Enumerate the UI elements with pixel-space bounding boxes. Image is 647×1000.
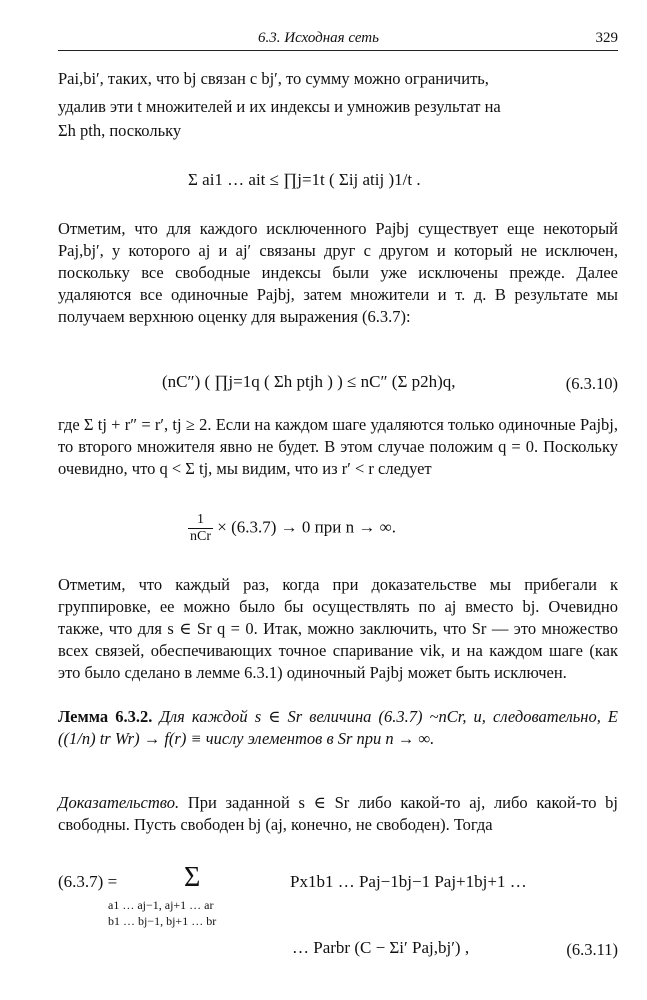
equation-terms: Px1b1 … Paj−1bj−1 Paj+1bj+1 … <box>290 872 527 891</box>
equation-6-3-10: (nC″) ( ∏j=1q ( Σh ptjh ) ) ≤ nC″ (Σ p2h)q, <box>162 372 456 391</box>
equation-rest: × (6.3.7) → 0 при n → ∞. <box>217 517 396 537</box>
paragraph: Отметим, что каждый раз, когда при доказательстве мы прибегали к группировке, ее можно было бы осуществлять по aj вместо bj. Очевидно также, что для s ∈ Sr q = 0. Итак, можно заключить, что Sr — это множество всех связей, обеспечивающих точное спаривание vik, и на каждом шаге (как это было сделано в лемме 6.3.1) одиночный Pajbj может быть исключен. <box>58 575 618 682</box>
equation-6-3-11: … Parbr (C − Σi′ Paj,bj′) , <box>292 938 470 957</box>
paragraph: где Σ tj + r″ = r′, tj ≥ 2. Если на каждом шаге удаляются только одиночные Pajbj, то второго множителя явно не будет. В этом случае положим q = 0. Поскольку очевидно, что q < Σ tj, мы видим, что из r′ < r следует <box>58 415 618 478</box>
text-line: Pai,bi′, таких, что bj связан с bj′, то сумму можно ограничить, <box>58 69 489 88</box>
section-title: 6.3. Исходная сеть <box>258 30 379 46</box>
proof <box>58 792 618 836</box>
proof-text: При заданной s ∈ Sr либо какой-то aj, либо какой-то bj свободны. Пусть свободен bj (aj, конечно, не свободен). Тогда <box>58 793 619 834</box>
sum-subscript-b: b1 … bj−1, bj+1 … br <box>108 914 217 928</box>
limit-equation <box>188 512 396 545</box>
fraction: $\frac{1}{\text{nCr}}$ <box>190 512 211 544</box>
equation-lhs: (6.3.7) = <box>58 872 118 891</box>
equation-number: (6.3.10) <box>565 374 618 393</box>
equation-number: (6.3.11) <box>566 940 618 959</box>
sum-sign: Σ <box>184 862 201 893</box>
sum-subscript-a: a1 … aj−1, aj+1 … ar <box>108 898 214 912</box>
running-header <box>58 28 618 51</box>
equation: Σ ai1 … ait ≤ ∏j=1t ( Σij atij )1/t . <box>188 170 421 189</box>
lemma-text: Для каждой s ∈ Sr величина (6.3.7) ~nCr, и, следовательно, E ((1/n) tr Wr) → f(r) ≡ числу элементов в Sr при n → ∞. <box>58 707 619 748</box>
lemma-title: Лемма 6.3.2. <box>58 707 153 726</box>
text-line: Σh pth, поскольку <box>58 121 182 140</box>
proof-title: Доказательство. <box>58 793 180 812</box>
page-number: 329 <box>595 30 618 46</box>
paragraph: Отметим, что для каждого исключенного Pajbj существует еще некоторый Paj,bj′, у которого aj и aj′ связаны друг с другом и который не исключен, поскольку все свободные индексы были уже исключены прежде. Далее удаляются все одиночные Pajbj, затем множители и т. д. В результате мы получаем верхнюю оценку для выражения (6.3.7): <box>58 219 618 326</box>
lemma <box>58 706 618 750</box>
text-line: удалив эти t множителей и их индексы и умножив результат на <box>58 97 501 116</box>
